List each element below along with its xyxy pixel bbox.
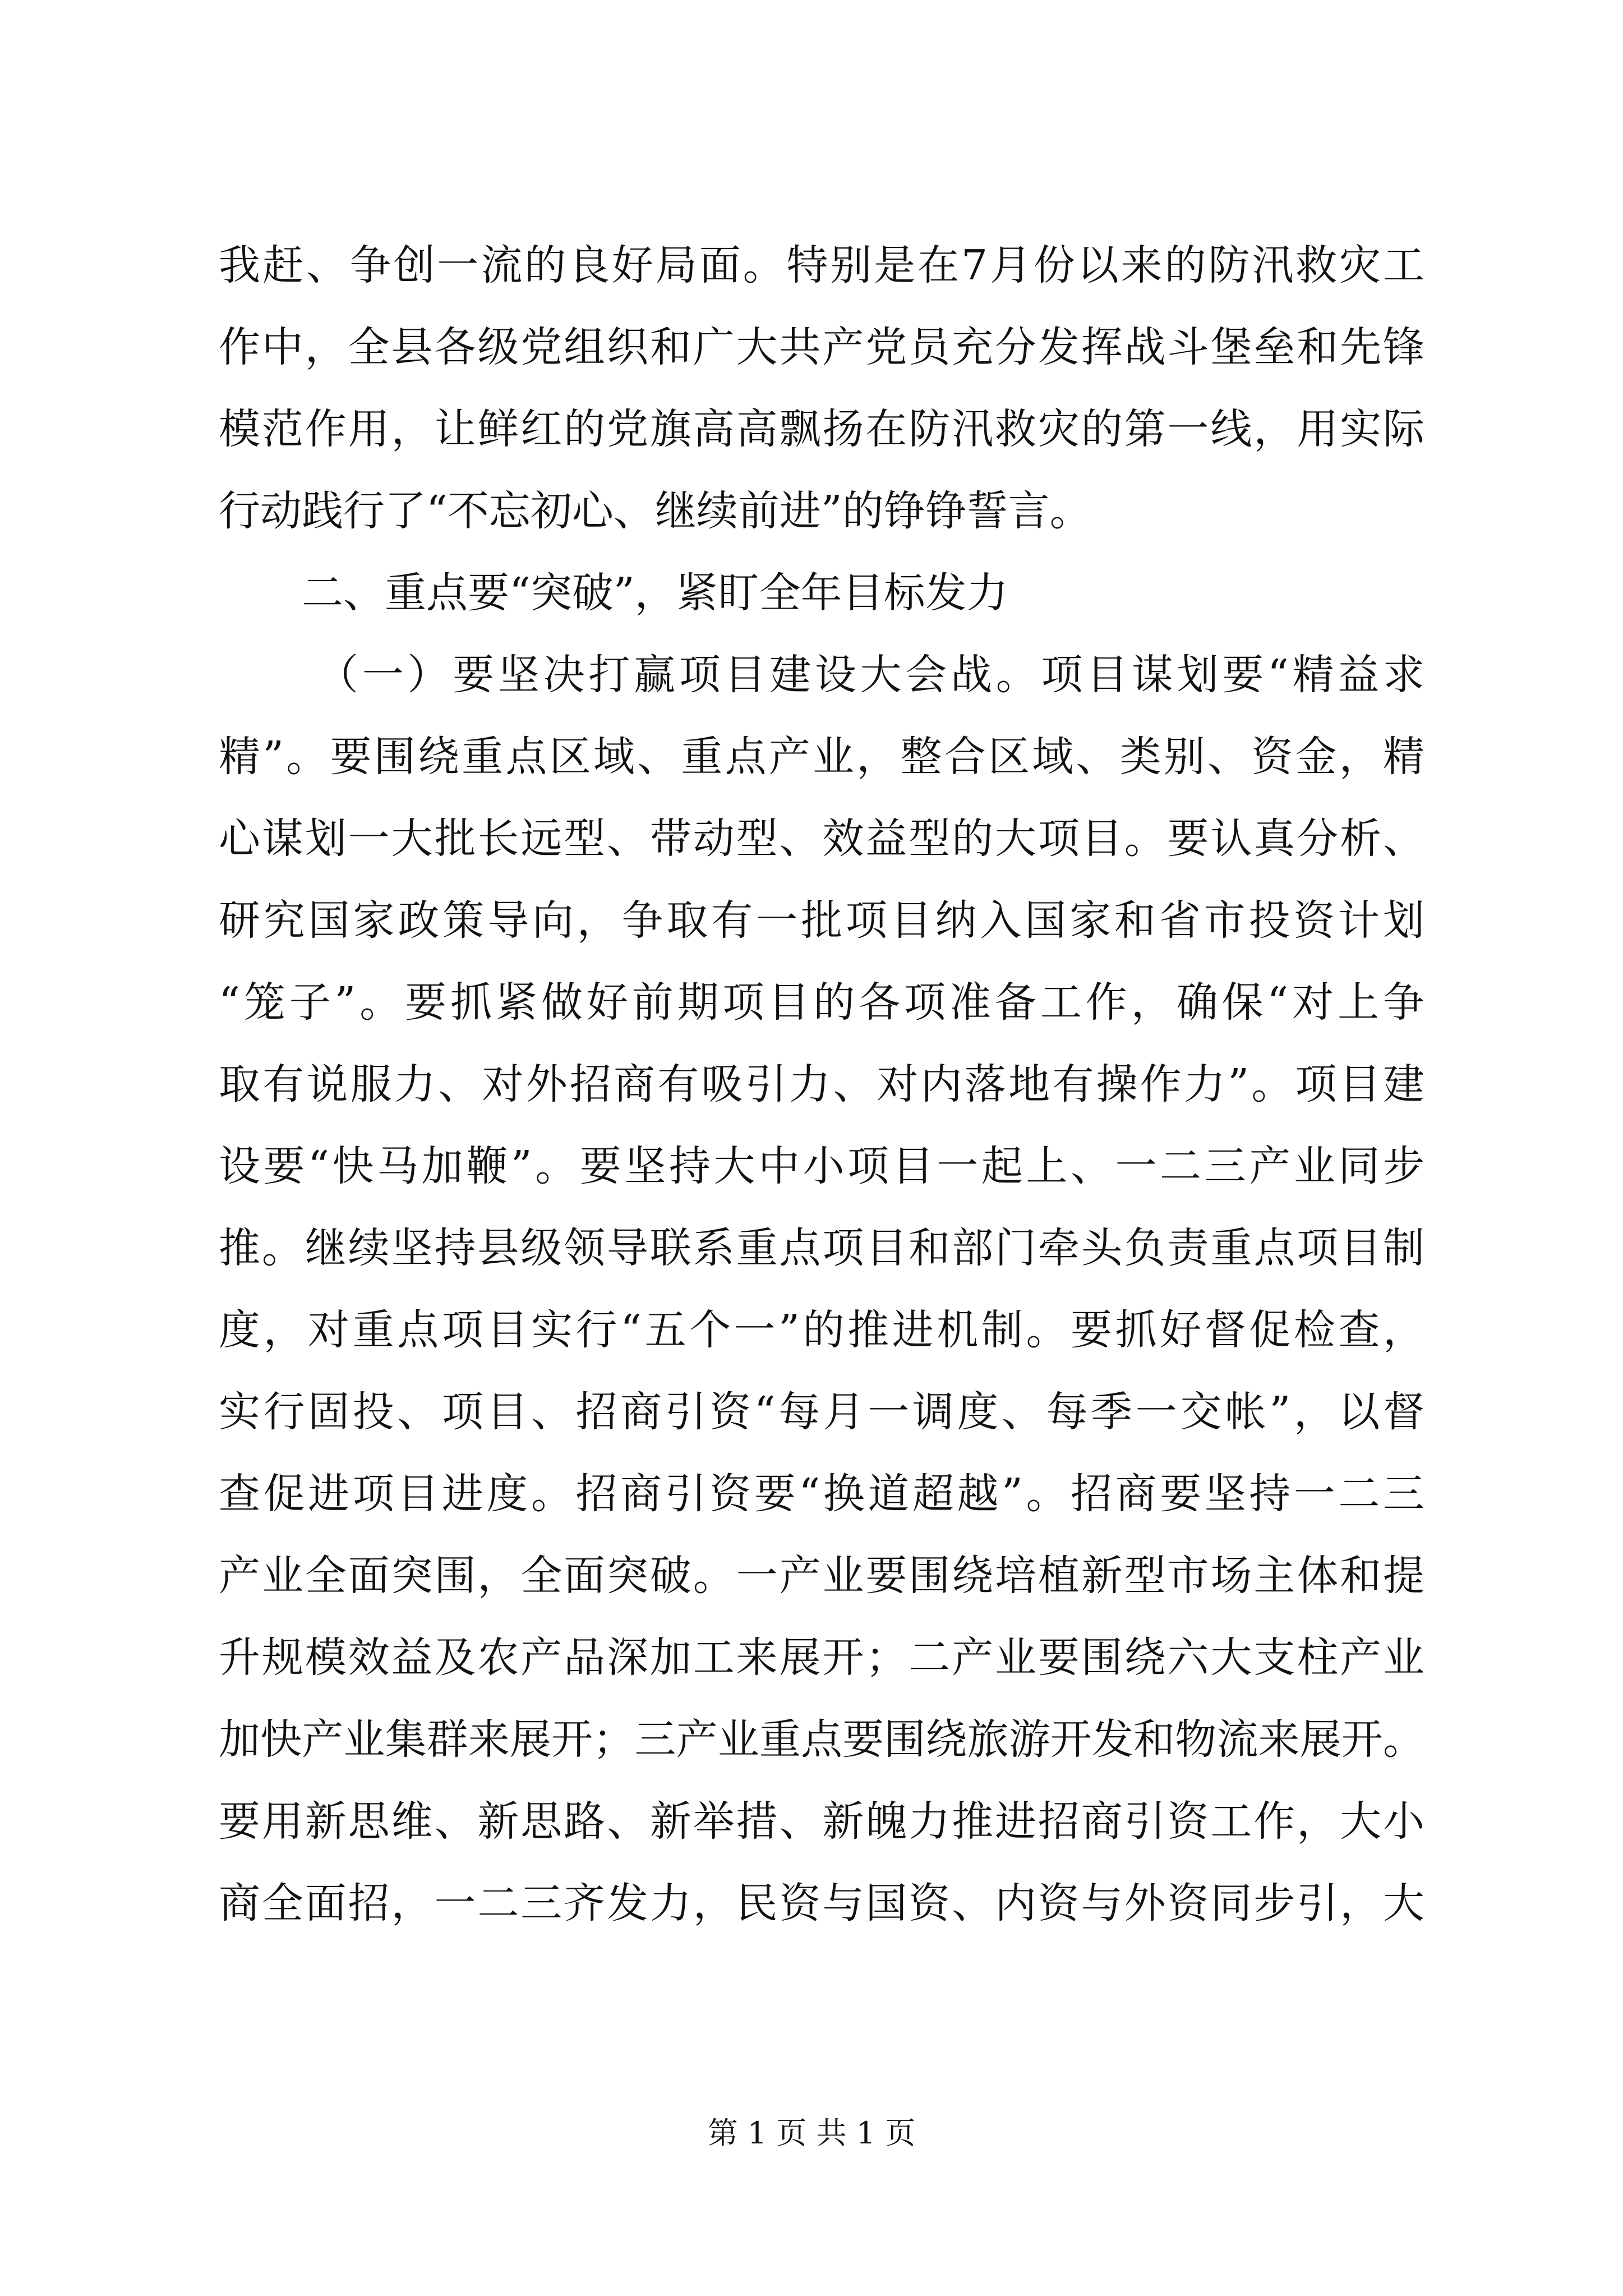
paragraph-line: 心谋划一大批长远型、带动型、效益型的大项目。要认真分析、 [219, 815, 1424, 863]
page-number-label: 第 1 页 共 1 页 [707, 2115, 916, 2151]
paragraph-line: （一）要坚决打赢项目建设大会战。项目谋划要“精益求 [317, 651, 1424, 699]
paragraph-line: 度，对重点项目实行“五个一”的推进机制。要抓好督促检查， [219, 1306, 1424, 1354]
document-body [219, 224, 1424, 1944]
paragraph-line: 推。继续坚持县级领导联系重点项目和部门牵头负责重点项目制 [219, 1224, 1424, 1272]
paragraph-line: “笼子”。要抓紧做好前期项目的各项准备工作，确保“对上争 [219, 978, 1424, 1027]
paragraph-line: 升规模效益及农产品深加工来展开；二产业要围绕六大支柱产业 [219, 1634, 1424, 1682]
paragraph-line: 要用新思维、新思路、新举措、新魄力推进招商引资工作，大小 [219, 1797, 1424, 1846]
paragraph-line: 作中，全县各级党组织和广大共产党员充分发挥战斗堡垒和先锋 [219, 323, 1424, 371]
paragraph-line: 我赶、争创一流的良好局面。特别是在7月份以来的防汛救灾工 [219, 241, 1424, 289]
paragraph-line: 产业全面突围，全面突破。一产业要围绕培植新型市场主体和提 [219, 1552, 1424, 1600]
paragraph-line: 加快产业集群来展开；三产业重点要围绕旅游开发和物流来展开。 [219, 1715, 1424, 1764]
paragraph-line: 查促进项目进度。招商引资要“换道超越”。招商要坚持一二三 [219, 1470, 1424, 1518]
paragraph-line: 设要“快马加鞭”。要坚持大中小项目一起上、一二三产业同步 [219, 1142, 1424, 1190]
paragraph-line: 商全面招，一二三齐发力，民资与国资、内资与外资同步引，大 [219, 1879, 1424, 1927]
section-heading: 二、重点要“突破”，紧盯全年目标发力 [302, 569, 1008, 617]
paragraph-line: 取有说服力、对外招商有吸引力、对内落地有操作力”。项目建 [219, 1060, 1424, 1108]
paragraph-line: 实行固投、项目、招商引资“每月一调度、每季一交帐”，以督 [219, 1388, 1424, 1436]
paragraph-line: 研究国家政策导向，争取有一批项目纳入国家和省市投资计划 [219, 896, 1424, 945]
paragraph-line: 模范作用，让鲜红的党旗高高飘扬在防汛救灾的第一线，用实际 [219, 405, 1424, 453]
paragraph-line: 行动践行了“不忘初心、继续前进”的铮铮誓言。 [219, 487, 1091, 535]
paragraph-line: 精”。要围绕重点区域、重点产业，整合区域、类别、资金，精 [219, 733, 1424, 781]
page-footer [0, 2114, 1623, 2153]
